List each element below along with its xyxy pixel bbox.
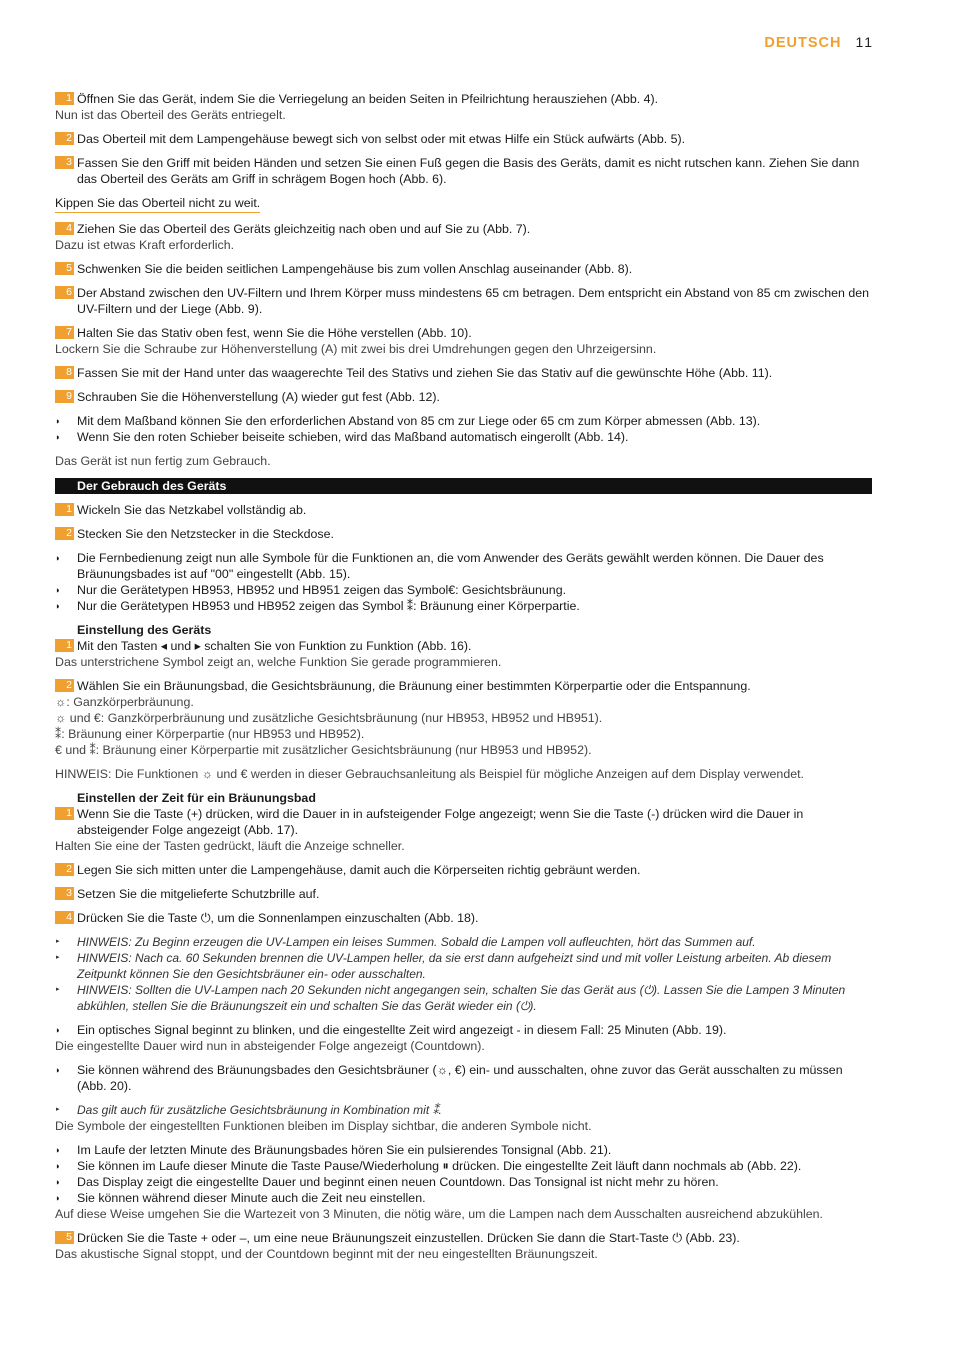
note-text: Die Symbole der eingestellten Funktionen bleiben im Display sichtbar, die anderen Symbole nicht. [55,1119,592,1133]
bullet-item [55,1174,872,1190]
step-number: 5 [55,1231,74,1244]
bullet-text: Ein optisches Signal beginnt zu blinken, und die eingestellte Zeit wird angezeigt - in diesem Fall: 25 Minuten (Abb. 19). [77,1023,727,1037]
caution-line [55,195,872,213]
triangle-bullet-icon: ▸ [56,954,60,961]
step-number: 1 [55,503,74,516]
bullet-text: Im Laufe der letzten Minute des Bräunungsbades hören Sie ein pulsierendes Tonsignal (Abb. 21). [77,1143,612,1157]
bullet-item [55,582,872,598]
step-item [55,526,872,542]
step-text: Schwenken Sie die beiden seitlichen Lampengehäuse bis zum vollen Anschlag auseinander (Abb. 8). [77,262,633,276]
section-heading: Der Gebrauch des Geräts [55,478,872,494]
bullet-icon: ◗ [55,585,61,595]
step-text: Ziehen Sie das Oberteil des Geräts gleichzeitig nach oben und auf Sie zu (Abb. 7). [77,222,531,236]
step-item [55,221,872,237]
bullet-icon: ◗ [55,1177,61,1187]
step-text: Halten Sie das Stativ oben fest, wenn Sie die Höhe verstellen (Abb. 10). [77,326,472,340]
step-text: Das Oberteil mit dem Lampengehäuse bewegt sich von selbst oder mit etwas Hilfe ein Stück aufwärts (Abb. 5). [77,132,686,146]
step-item [55,155,872,187]
hint-text: HINWEIS: Sollten die UV-Lampen nach 20 Sekunden nicht angegangen sein, schalten Sie das Gerät aus (⏻). Lassen Sie die Lampen 3 Minuten abkühlen, stellen Sie die Bräunungszeit ein und schalten Sie das Gerät wieder ein (⏻). [77,983,846,1013]
step-item [55,886,872,902]
step-number: 3 [55,156,74,169]
bullet-icon: ◗ [55,1145,61,1155]
note-text: Lockern Sie die Schraube zur Höhenverstellung (A) mit zwei bis drei Umdrehungen gegen den Uhrzeigersinn. [55,342,657,356]
step-item [55,862,872,878]
step-item [55,1230,872,1246]
bullet-text: Mit dem Maßband können Sie den erforderlichen Abstand von 85 cm zur Liege oder 65 cm zum Körper abmessen (Abb. 13). [77,414,761,428]
triangle-bullet-icon: ▸ [56,1106,60,1113]
step-number: 9 [55,390,74,403]
note-text: Nun ist das Oberteil des Geräts entriegelt. [55,108,286,122]
step-item [55,389,872,405]
hint-text: HINWEIS: Zu Beginn erzeugen die UV-Lampen ein leises Summen. Sobald die Lampen voll aufleuchten, hört das Summen auf. [77,935,756,949]
hint-item [55,1102,872,1118]
note-text: € und ⁑: Bräunung einer Körperpartie mit zusätzlicher Gesichtsbräunung (nur HB953 und HB952). [55,743,592,757]
step-number: 1 [55,639,74,652]
step-number: 4 [55,222,74,235]
step-text: Der Abstand zwischen den UV-Filtern und Ihrem Körper muss mindestens 65 cm betragen. Dem entspricht ein Abstand von 85 cm zwischen den UV-Filtern und der Liege (Abb. 9). [77,286,870,316]
triangle-bullet-icon: ▸ [56,938,60,945]
step-number: 6 [55,286,74,299]
bullet-item [55,413,872,429]
document-body [55,91,872,1262]
triangle-bullet-icon: ▸ [56,986,60,993]
step-number: 4 [55,911,74,924]
bullet-text: Sie können während dieser Minute auch die Zeit neu einstellen. [77,1191,426,1205]
step-item [55,638,872,654]
step-text: Öffnen Sie das Gerät, indem Sie die Verriegelung an beiden Seiten in Pfeilrichtung herausziehen (Abb. 4). [77,92,659,106]
step-item [55,365,872,381]
bullet-text: Sie können im Laufe dieser Minute die Taste Pause/Wiederholung ⏸ drücken. Die eingestellte Zeit läuft dann nochmals ab (Abb. 22). [77,1159,802,1173]
step-number: 2 [55,132,74,145]
page-header [764,34,874,51]
note-text: Die eingestellte Dauer wird nun in absteigender Folge angezeigt (Countdown). [55,1039,485,1053]
note-text: ⁑: Bräunung einer Körperpartie (nur HB953 und HB952). [55,727,365,741]
step-text: Wickeln Sie das Netzkabel vollständig ab. [77,503,307,517]
step-number: 2 [55,863,74,876]
note-text: Das unterstrichene Symbol zeigt an, welche Funktion Sie gerade programmieren. [55,655,502,669]
step-text: Legen Sie sich mitten unter die Lampengehäuse, damit auch die Körperseiten richtig gebräunt werden. [77,863,641,877]
bullet-icon: ◗ [55,432,61,442]
bullet-item [55,1142,872,1158]
note-text: ☼ und €: Ganzkörperbräunung und zusätzliche Gesichtsbräunung (nur HB953, HB952 und HB951). [55,711,603,725]
bullet-text: Die Fernbedienung zeigt nun alle Symbole für die Funktionen an, die vom Anwender des Geräts gewählt werden können. Die Dauer des Bräunungsbades ist auf "00" eingestellt (Abb. 15). [77,551,824,581]
bullet-icon: ◗ [55,416,61,426]
caution-text: Kippen Sie das Oberteil nicht zu weit. [55,195,260,213]
step-item [55,285,872,317]
step-number: 1 [55,92,74,105]
step-text: Schrauben Sie die Höhenverstellung (A) wieder gut fest (Abb. 12). [77,390,440,404]
subheading: Einstellen der Zeit für ein Bräunungsbad [77,791,316,805]
bullet-icon: ◗ [55,601,61,611]
step-text: Drücken Sie die Taste + oder –, um eine neue Bräunungszeit einzustellen. Drücken Sie dann die Start-Taste ⏻ (Abb. 23). [77,1231,740,1245]
bullet-icon: ◗ [55,1193,61,1203]
hint-text: HINWEIS: Nach ca. 60 Sekunden brennen die UV-Lampen heller, da sie erst dann aufgeheizt sind und mit voller Leistung arbeiten. Ab diesem Zeitpunkt können Sie den Gesichtsbräuner ein- oder ausschalten. [77,951,832,981]
note-text: Auf diese Weise umgehen Sie die Wartezeit von 3 Minuten, die nötig wäre, um die Lampen nach dem Ausschalten ausreichend abzukühlen. [55,1207,823,1221]
step-text: Setzen Sie die mitgelieferte Schutzbrille auf. [77,887,320,901]
hint-item [55,982,872,1014]
step-text: Mit den Tasten ◂ und ▸ schalten Sie von Funktion zu Funktion (Abb. 16). [77,639,472,653]
bullet-text: Sie können während des Bräunungsbades den Gesichtsbräuner (☼, €) ein- und ausschalten, ohne zuvor das Gerät ausschalten zu müssen (Abb. 20). [77,1063,843,1093]
step-item [55,502,872,518]
step-item [55,261,872,277]
bullet-item [55,598,872,614]
step-number: 5 [55,262,74,275]
hint-item [55,934,872,950]
step-text: Drücken Sie die Taste ⏻, um die Sonnenlampen einzuschalten (Abb. 18). [77,911,479,925]
bullet-text: Nur die Gerätetypen HB953 und HB952 zeigen das Symbol ⁑: Bräunung einer Körperpartie. [77,599,580,613]
note-text: Halten Sie eine der Tasten gedrückt, läuft die Anzeige schneller. [55,839,405,853]
bullet-text: Wenn Sie den roten Schieber beiseite schieben, wird das Maßband automatisch eingerollt (Abb. 14). [77,430,629,444]
step-item [55,325,872,341]
bullet-item [55,1062,872,1094]
step-number: 3 [55,887,74,900]
hint-item [55,950,872,982]
step-item [55,131,872,147]
bullet-icon: ◗ [55,1161,61,1171]
note-text: Dazu ist etwas Kraft erforderlich. [55,238,235,252]
bullet-icon: ◗ [55,1025,61,1035]
bullet-item [55,429,872,445]
step-text: Fassen Sie mit der Hand unter das waagerechte Teil des Stativs und ziehen Sie das Stativ auf die gewünschte Höhe (Abb. 11). [77,366,773,380]
step-text: Fassen Sie den Griff mit beiden Händen und setzen Sie einen Fuß gegen die Basis des Geräts, damit es nicht rutschen kann. Ziehen Sie dann das Oberteil des Geräts am Griff in schrägem Bogen hoch (Abb. 6). [77,156,860,186]
step-text: Stecken Sie den Netzstecker in die Steckdose. [77,527,334,541]
note-text: HINWEIS: Die Funktionen ☼ und € werden in dieser Gebrauchsanleitung als Beispiel für mögliche Anzeigen auf dem Display verwendet. [55,767,804,781]
bullet-text: Nur die Gerätetypen HB953, HB952 und HB951 zeigen das Symbol€: Gesichtsbräunung. [77,583,567,597]
step-number: 1 [55,807,74,820]
step-item [55,910,872,926]
language-label: DEUTSCH [764,35,842,51]
step-item [55,678,872,694]
bullet-item [55,1190,872,1206]
bullet-item [55,1022,872,1038]
page-number: 11 [855,34,874,50]
hint-text: Das gilt auch für zusätzliche Gesichtsbräunung in Kombination mit ⁑. [77,1103,442,1117]
note-text: Das Gerät ist nun fertig zum Gebrauch. [55,454,271,468]
bullet-item [55,550,872,582]
subheading: Einstellung des Geräts [77,623,212,637]
step-number: 2 [55,679,74,692]
note-text: ☼: Ganzkörperbräunung. [55,695,194,709]
step-text: Wenn Sie die Taste (+) drücken, wird die Dauer in in aufsteigender Folge angezeigt; wenn Sie die Taste (-) drücken wird die Dauer in absteigender Folge angezeigt (Abb. 17). [77,807,804,837]
step-item [55,91,872,107]
step-number: 7 [55,326,74,339]
step-number: 8 [55,366,74,379]
note-text: Das akustische Signal stoppt, und der Countdown beginnt mit der neu eingestellten Bräunungszeit. [55,1247,598,1261]
step-item [55,806,872,838]
bullet-icon: ◗ [55,553,61,563]
bullet-icon: ◗ [55,1065,61,1075]
step-number: 2 [55,527,74,540]
bullet-text: Das Display zeigt die eingestellte Dauer und beginnt einen neuen Countdown. Das Tonsignal ist nicht mehr zu hören. [77,1175,719,1189]
step-text: Wählen Sie ein Bräunungsbad, die Gesichtsbräunung, die Bräunung einer bestimmten Körperpartie oder die Entspannung. [77,679,751,693]
bullet-item [55,1158,872,1174]
